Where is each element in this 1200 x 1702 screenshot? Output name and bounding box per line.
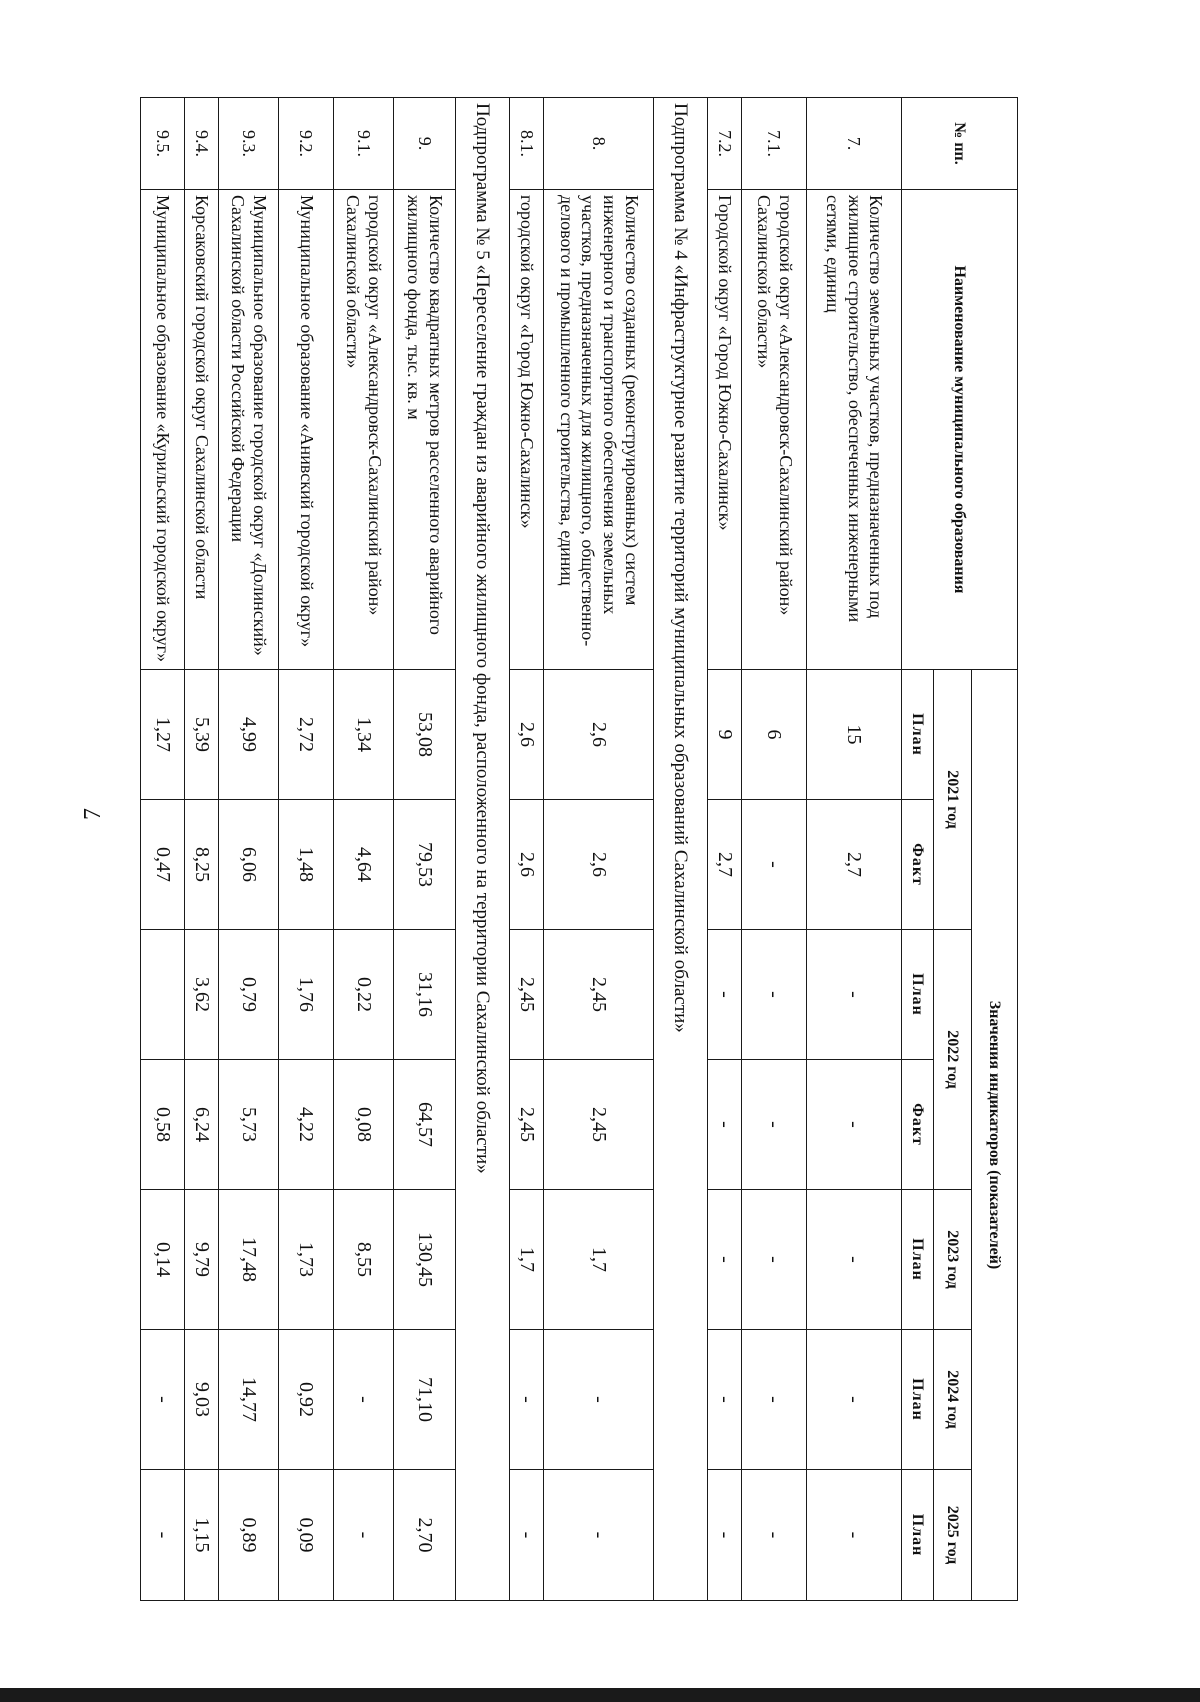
fact-2021: 0,47 [141, 800, 185, 930]
header-fact-2021: Факт [902, 800, 934, 930]
plan-2025: - [141, 1470, 185, 1601]
table-row [279, 98, 334, 1601]
plan-2023: - [708, 1190, 742, 1330]
plan-2025: - [510, 1470, 544, 1601]
plan-2023: 1,7 [510, 1190, 544, 1330]
plan-2022: - [807, 930, 902, 1060]
plan-2024: - [544, 1330, 654, 1470]
plan-2021: 1,34 [334, 670, 394, 800]
header-year-2021: 2021 год [934, 670, 972, 930]
plan-2023: 1,73 [279, 1190, 334, 1330]
row-number: 9.5. [141, 98, 185, 190]
header-plan-2025: План [902, 1470, 934, 1601]
row-number: 7.1. [742, 98, 807, 190]
plan-2025: - [544, 1470, 654, 1601]
header-year-2022: 2022 год [934, 930, 972, 1190]
plan-2023: 8,55 [334, 1190, 394, 1330]
header-year-2023: 2023 год [934, 1190, 972, 1330]
row-name: городской округ «Александровск-Сахалинский район» Сахалинской области» [742, 190, 807, 670]
plan-2022: 2,45 [544, 930, 654, 1060]
subprogram-4-title: Подпрограмма № 4 «Инфраструктурное развитие территорий муниципальных образований Сахалинской области» [654, 98, 708, 1601]
plan-2023: 1,7 [544, 1190, 654, 1330]
plan-2025: - [708, 1470, 742, 1601]
header-number: № пп. [902, 98, 1018, 190]
row-number: 9. [394, 98, 456, 190]
fact-2022: 2,45 [510, 1060, 544, 1190]
plan-2022: 1,76 [279, 930, 334, 1060]
table-row [807, 98, 902, 1601]
header-plan-2023: План [902, 1190, 934, 1330]
row-number: 8.1. [510, 98, 544, 190]
plan-2025: 0,89 [219, 1470, 279, 1601]
plan-2021: 15 [807, 670, 902, 800]
plan-2022: 0,22 [334, 930, 394, 1060]
row-number: 7.2. [708, 98, 742, 190]
fact-2021: 79,53 [394, 800, 456, 930]
fact-2021: 1,48 [279, 800, 334, 930]
plan-2025: 1,15 [185, 1470, 219, 1601]
fact-2021: 2,6 [544, 800, 654, 930]
row-name: Количество квадратных метров расселенного аварийного жилищного фонда, тыс. кв. м [394, 190, 456, 670]
plan-2022: 2,45 [510, 930, 544, 1060]
row-name: Количество созданных (реконструированных) систем инженерного и транспортного обеспечения земельных участков, предназначенных для жилищного, общественно-делового и промышленного строительства, единиц [544, 190, 654, 670]
fact-2021: 2,7 [708, 800, 742, 930]
row-number: 9.3. [219, 98, 279, 190]
plan-2025: 2,70 [394, 1470, 456, 1601]
scan-edge-bar [0, 1688, 1200, 1702]
plan-2024: - [708, 1330, 742, 1470]
plan-2024: 0,92 [279, 1330, 334, 1470]
page-number: 7 [80, 808, 106, 820]
indicators-table [140, 97, 1018, 1601]
plan-2021: 2,6 [510, 670, 544, 800]
row-number: 9.4. [185, 98, 219, 190]
plan-2022: 31,16 [394, 930, 456, 1060]
plan-2023: 17,48 [219, 1190, 279, 1330]
plan-2023: 130,45 [394, 1190, 456, 1330]
row-number: 7. [807, 98, 902, 190]
table-row [141, 98, 185, 1601]
plan-2023: 9,79 [185, 1190, 219, 1330]
section-row [654, 98, 708, 1601]
fact-2021: 8,25 [185, 800, 219, 930]
header-year-2025: 2025 год [934, 1470, 972, 1601]
fact-2022: 0,08 [334, 1060, 394, 1190]
plan-2024: - [807, 1330, 902, 1470]
table-row [334, 98, 394, 1601]
plan-2021: 4,99 [219, 670, 279, 800]
row-number: 8. [544, 98, 654, 190]
table-row [544, 98, 654, 1601]
plan-2023: - [807, 1190, 902, 1330]
plan-2024: 9,03 [185, 1330, 219, 1470]
fact-2021: 4,64 [334, 800, 394, 930]
header-year-2024: 2024 год [934, 1330, 972, 1470]
rotated-page [152, 97, 1018, 1600]
fact-2022: - [742, 1060, 807, 1190]
header-plan-2021: План [902, 670, 934, 800]
row-name: Городской округ «Город Южно-Сахалинск» [708, 190, 742, 670]
header-values-group: Значения индикаторов (показателей) [972, 670, 1018, 1601]
plan-2022 [141, 930, 185, 1060]
table-row [510, 98, 544, 1601]
row-name: Количество земельных участков, предназначенных под жилищное строительство, обеспеченных инженерными сетями, единиц [807, 190, 902, 670]
plan-2024: - [742, 1330, 807, 1470]
fact-2021: - [742, 800, 807, 930]
header-plan-2024: План [902, 1330, 934, 1470]
row-name: Муниципальное образование «Курильский городской округ» [141, 190, 185, 670]
table-row [185, 98, 219, 1601]
header-plan-2022: План [902, 930, 934, 1060]
plan-2023: 0,14 [141, 1190, 185, 1330]
plan-2025: - [807, 1470, 902, 1601]
row-name: городской округ «Город Южно-Сахалинск» [510, 190, 544, 670]
fact-2022: 4,22 [279, 1060, 334, 1190]
fact-2022: 64,57 [394, 1060, 456, 1190]
plan-2021: 9 [708, 670, 742, 800]
plan-2022: 3,62 [185, 930, 219, 1060]
fact-2022: - [807, 1060, 902, 1190]
fact-2022: 6,24 [185, 1060, 219, 1190]
fact-2022: - [708, 1060, 742, 1190]
table-row [742, 98, 807, 1601]
row-number: 9.2. [279, 98, 334, 190]
fact-2021: 6,06 [219, 800, 279, 930]
plan-2024: 14,77 [219, 1330, 279, 1470]
plan-2024: 71,10 [394, 1330, 456, 1470]
header-name: Наименование муниципального образования [902, 190, 1018, 670]
table-row [219, 98, 279, 1601]
plan-2022: - [742, 930, 807, 1060]
plan-2025: - [334, 1470, 394, 1601]
plan-2022: 0,79 [219, 930, 279, 1060]
fact-2022: 5,73 [219, 1060, 279, 1190]
row-name: Муниципальное образование городской округ «Долинский» Сахалинской области Российской Федерации [219, 190, 279, 670]
fact-2022: 2,45 [544, 1060, 654, 1190]
plan-2021: 1,27 [141, 670, 185, 800]
plan-2021: 6 [742, 670, 807, 800]
header-fact-2022: Факт [902, 1060, 934, 1190]
fact-2021: 2,7 [807, 800, 902, 930]
plan-2021: 5,39 [185, 670, 219, 800]
fact-2022: 0,58 [141, 1060, 185, 1190]
plan-2024: - [334, 1330, 394, 1470]
row-number: 9.1. [334, 98, 394, 190]
plan-2025: - [742, 1470, 807, 1601]
row-name: Корсаковский городской округ Сахалинской области [185, 190, 219, 670]
plan-2024: - [510, 1330, 544, 1470]
section-row [456, 98, 510, 1601]
table-row [394, 98, 456, 1601]
plan-2022: - [708, 930, 742, 1060]
plan-2025: 0,09 [279, 1470, 334, 1601]
fact-2021: 2,6 [510, 800, 544, 930]
table-row [708, 98, 742, 1601]
plan-2021: 2,72 [279, 670, 334, 800]
plan-2023: - [742, 1190, 807, 1330]
row-name: городской округ «Александровск-Сахалинский район» Сахалинской области» [334, 190, 394, 670]
plan-2021: 53,08 [394, 670, 456, 800]
plan-2024: - [141, 1330, 185, 1470]
row-name: Муниципальное образование «Анивский городской округ» [279, 190, 334, 670]
subprogram-5-title: Подпрограмма № 5 «Переселение граждан из аварийного жилищного фонда, расположенного на территории Сахалинской области» [456, 98, 510, 1601]
plan-2021: 2,6 [544, 670, 654, 800]
